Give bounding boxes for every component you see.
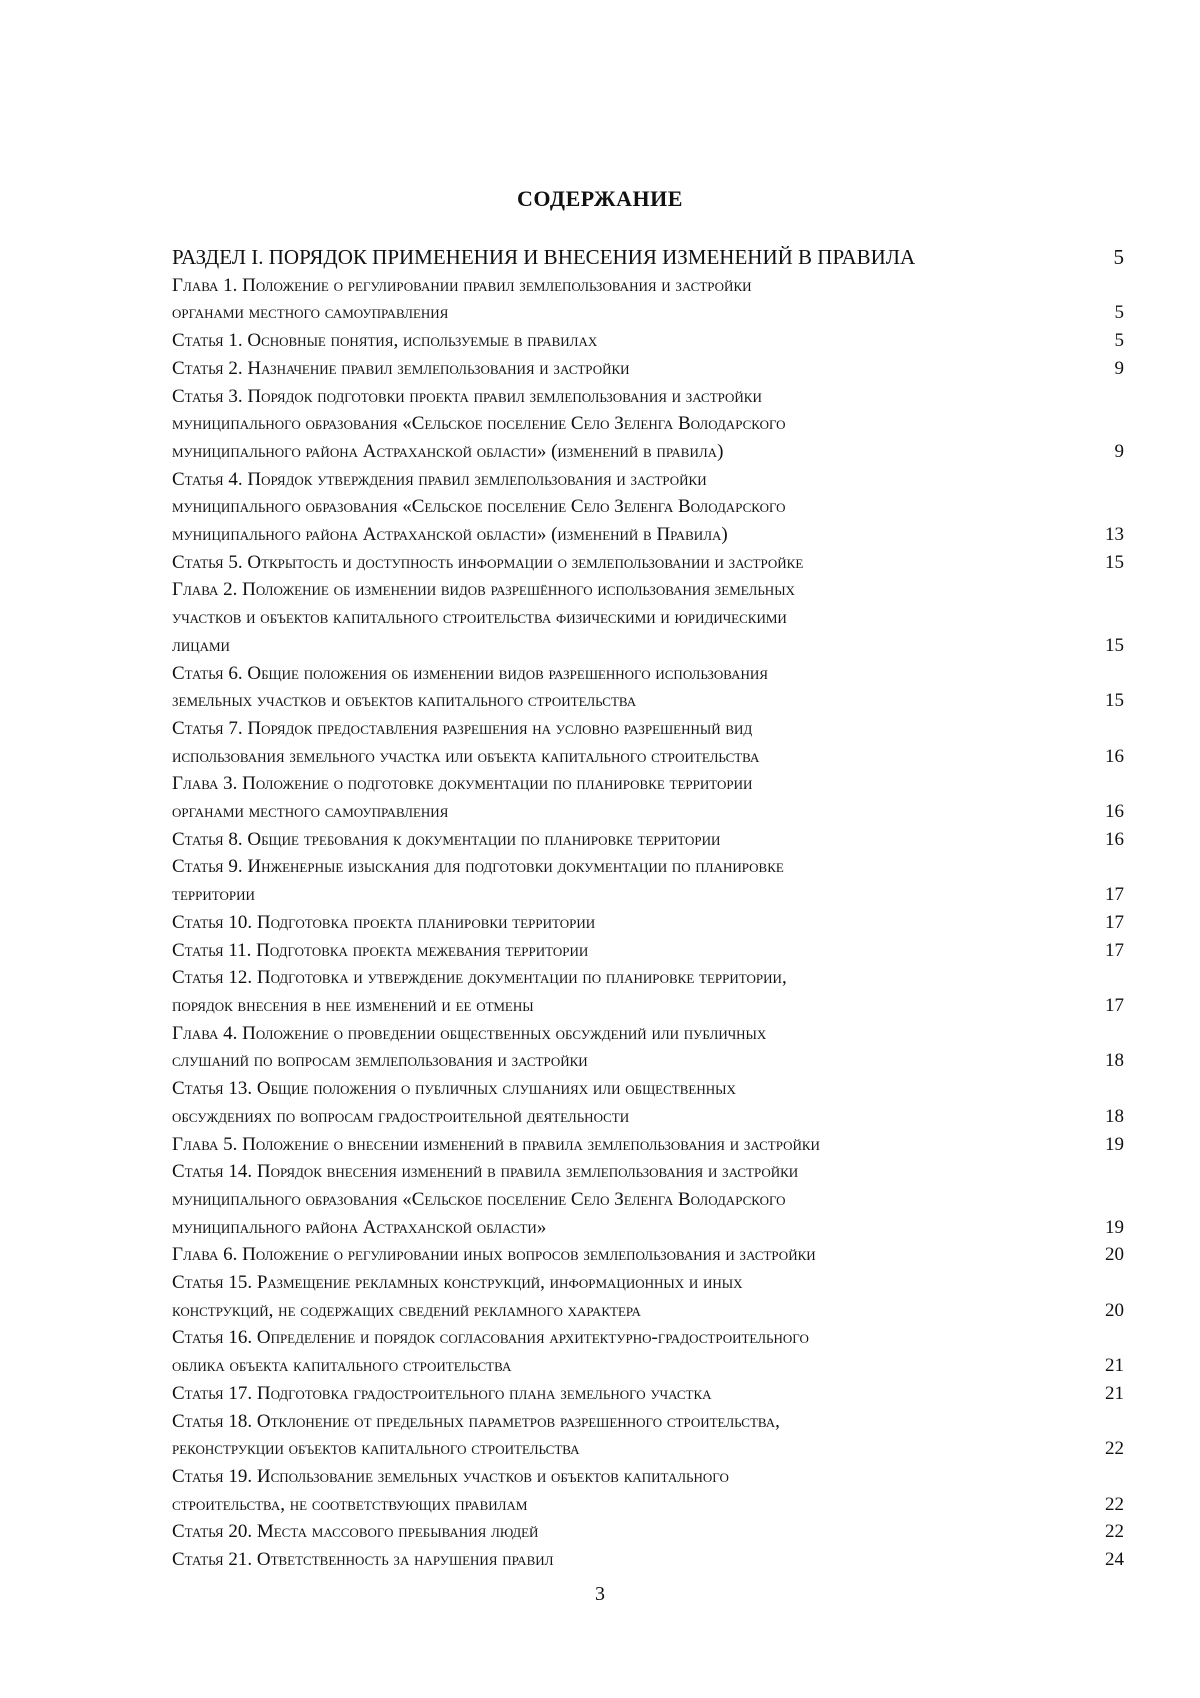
toc-page-number: 15: [1105, 634, 1124, 656]
toc-page-number: 17: [1105, 911, 1124, 933]
toc-entry-article: [172, 1158, 1132, 1241]
toc-entry-text: реконструкции объектов капитального строительства: [172, 1438, 580, 1460]
toc-entry-text: использования земельного участка или объекта капитального строительства: [172, 745, 760, 767]
toc-entry-text: Статья 6. Общие положения об изменении видов разрешенного использования: [172, 662, 768, 684]
toc-entry-text: Статья 13. Общие положения о публичных слушаниях или общественных: [172, 1078, 736, 1100]
toc-page-number: 16: [1105, 745, 1124, 767]
toc-entry-article: [172, 1408, 1132, 1463]
toc-entry-article: [172, 937, 1132, 965]
toc-entry-text: Глава 1. Положение о регулировании правил землепользования и застройки: [172, 274, 752, 296]
toc-page-number: 19: [1105, 1133, 1124, 1155]
toc-entry-text: обсуждениях по вопросам градостроительной деятельности: [172, 1105, 630, 1127]
toc-entry-text: Статья 15. Размещение рекламных конструкций, информационных и иных: [172, 1272, 743, 1294]
toc-entry-text: Статья 11. Подготовка проекта межевания территории: [172, 939, 589, 961]
toc-entry-text: Статья 5. Открытость и доступность информации о землепользовании и застройке: [172, 551, 804, 573]
toc-page-number: 15: [1105, 690, 1124, 712]
toc-entry-text: Статья 1. Основные понятия, используемые в правилах: [172, 330, 598, 352]
toc-entry-text: Статья 7. Порядок предоставления разрешения на условно разрешенный вид: [172, 717, 753, 739]
toc-entry-article: [172, 826, 1132, 854]
table-of-contents: [172, 244, 1132, 1574]
toc-entry-article: [172, 1075, 1132, 1130]
toc-page-number: 5: [1113, 245, 1124, 269]
toc-page-number: 20: [1105, 1244, 1124, 1266]
toc-entry-text: муниципального района Астраханской области» (изменений в Правила): [172, 524, 728, 546]
toc-entry-article: [172, 1518, 1132, 1546]
toc-page-number: 21: [1105, 1355, 1124, 1377]
toc-entry-text: строительства, не соответствующих правилам: [172, 1493, 528, 1515]
toc-entry-article: [172, 383, 1132, 466]
toc-page-number: 24: [1105, 1549, 1124, 1571]
toc-entry-article: [172, 1463, 1132, 1518]
toc-entry-text: Статья 12. Подготовка и утверждение документации по планировке территории,: [172, 967, 787, 989]
toc-entry-chapter: [172, 576, 1132, 659]
toc-entry-article: [172, 660, 1132, 715]
toc-page-number: 5: [1114, 330, 1124, 352]
toc-entry-text: Статья 8. Общие требования к документации по планировке территории: [172, 828, 721, 850]
toc-entry-text: территории: [172, 884, 255, 906]
toc-entry-text: Глава 5. Положение о внесении изменений в правила землепользования и застройки: [172, 1133, 820, 1155]
toc-entry-article: [172, 327, 1132, 355]
toc-page-number: 17: [1105, 939, 1124, 961]
toc-entry-text: органами местного самоуправления: [172, 801, 449, 823]
toc-page-number: 16: [1105, 801, 1124, 823]
toc-entry-text: Статья 17. Подготовка градостроительного плана земельного участка: [172, 1382, 712, 1404]
toc-page-number: 5: [1114, 302, 1124, 324]
toc-entry-text: Статья 19. Использование земельных участков и объектов капитального: [172, 1465, 729, 1487]
toc-entry-article: [172, 466, 1132, 549]
toc-entry-text: Статья 14. Порядок внесения изменений в правила землепользования и застройки: [172, 1161, 799, 1183]
toc-page-number: 17: [1105, 884, 1124, 906]
toc-entry-text: муниципального образования «Сельское поселение Село Зеленга Володарского: [172, 1188, 786, 1210]
toc-page-number: 21: [1105, 1382, 1124, 1404]
toc-page-number: 16: [1105, 828, 1124, 850]
toc-entry-text: Статья 10. Подготовка проекта планировки территории: [172, 911, 596, 933]
toc-entry-chapter: [172, 770, 1132, 825]
toc-entry-text: лицами: [172, 634, 230, 656]
page-number: 3: [595, 1583, 605, 1605]
toc-entry-text: Глава 6. Положение о регулировании иных вопросов землепользования и застройки: [172, 1244, 816, 1266]
toc-entry-text: муниципального образования «Сельское поселение Село Зеленга Володарского: [172, 413, 786, 435]
toc-entry-text: Статья 4. Порядок утверждения правил землепользования и застройки: [172, 468, 707, 490]
toc-entry-article: [172, 1324, 1132, 1379]
toc-entry-text: Статья 9. Инженерные изыскания для подготовки документации по планировке: [172, 856, 784, 878]
toc-entry-chapter: [172, 272, 1132, 327]
toc-entry-article: [172, 549, 1132, 577]
toc-page-number: 19: [1105, 1216, 1124, 1238]
toc-page-number: 9: [1114, 440, 1124, 462]
toc-entry-article: [172, 1546, 1132, 1574]
toc-entry-text: облика объекта капитального строительства: [172, 1355, 512, 1377]
toc-entry-article: [172, 909, 1132, 937]
toc-page-number: 15: [1105, 551, 1124, 573]
toc-page-number: 9: [1114, 357, 1124, 379]
toc-entry-text: РАЗДЕЛ I. ПОРЯДОК ПРИМЕНЕНИЯ И ВНЕСЕНИЯ ИЗМЕНЕНИЙ В ПРАВИЛА: [172, 245, 916, 269]
toc-entry-text: Статья 20. Места массового пребывания людей: [172, 1521, 539, 1543]
toc-entry-text: участков и объектов капитального строительства физическими и юридическими: [172, 607, 787, 629]
toc-entry-chapter: [172, 1131, 1132, 1159]
toc-entry-text: муниципального образования «Сельское поселение Село Зеленга Володарского: [172, 496, 786, 518]
toc-page-number: 20: [1105, 1299, 1124, 1321]
toc-entry-chapter: [172, 1241, 1132, 1269]
toc-page-number: 13: [1105, 524, 1124, 546]
toc-entry-text: Глава 3. Положение о подготовке документации по планировке территории: [172, 773, 753, 795]
toc-entry-text: Глава 2. Положение об изменении видов разрешённого использования земельных: [172, 579, 795, 601]
toc-entry-text: слушаний по вопросам землепользования и застройки: [172, 1050, 588, 1072]
toc-entry-text: Статья 2. Назначение правил землепользования и застройки: [172, 357, 630, 379]
toc-entry-text: Статья 16. Определение и порядок согласования архитектурно-градостроительного: [172, 1327, 809, 1349]
toc-entry-text: порядок внесения в нее изменений и ее отмены: [172, 994, 534, 1016]
toc-entry-text: конструкций, не содержащих сведений рекламного характера: [172, 1299, 641, 1321]
toc-entry-text: Статья 18. Отклонение от предельных параметров разрешенного строительства,: [172, 1410, 780, 1432]
toc-entry-text: муниципального района Астраханской области» (изменений в правила): [172, 440, 724, 462]
toc-entry-text: Статья 3. Порядок подготовки проекта правил землепользования и застройки: [172, 385, 762, 407]
toc-page-number: 17: [1105, 994, 1124, 1016]
toc-page-number: 22: [1105, 1493, 1124, 1515]
toc-page-number: 18: [1105, 1050, 1124, 1072]
toc-entry-chapter: [172, 1020, 1132, 1075]
page-title: СОДЕРЖАНИЕ: [517, 186, 683, 211]
toc-entry-text: земельных участков и объектов капитального строительства: [172, 690, 637, 712]
toc-page-number: 22: [1105, 1438, 1124, 1460]
toc-entry-text: муниципального района Астраханской области»: [172, 1216, 547, 1238]
toc-page-number: 22: [1105, 1521, 1124, 1543]
toc-entry-section: [172, 244, 1132, 272]
toc-entry-article: [172, 1380, 1132, 1408]
toc-entry-text: Статья 21. Ответственность за нарушения правил: [172, 1549, 554, 1571]
toc-entry-article: [172, 1269, 1132, 1324]
toc-entry-text: Глава 4. Положение о проведении общественных обсуждений или публичных: [172, 1022, 767, 1044]
toc-entry-article: [172, 715, 1132, 770]
toc-entry-text: органами местного самоуправления: [172, 302, 449, 324]
toc-entry-article: [172, 853, 1132, 908]
toc-page-number: 18: [1105, 1105, 1124, 1127]
toc-entry-article: [172, 964, 1132, 1019]
toc-entry-article: [172, 355, 1132, 383]
